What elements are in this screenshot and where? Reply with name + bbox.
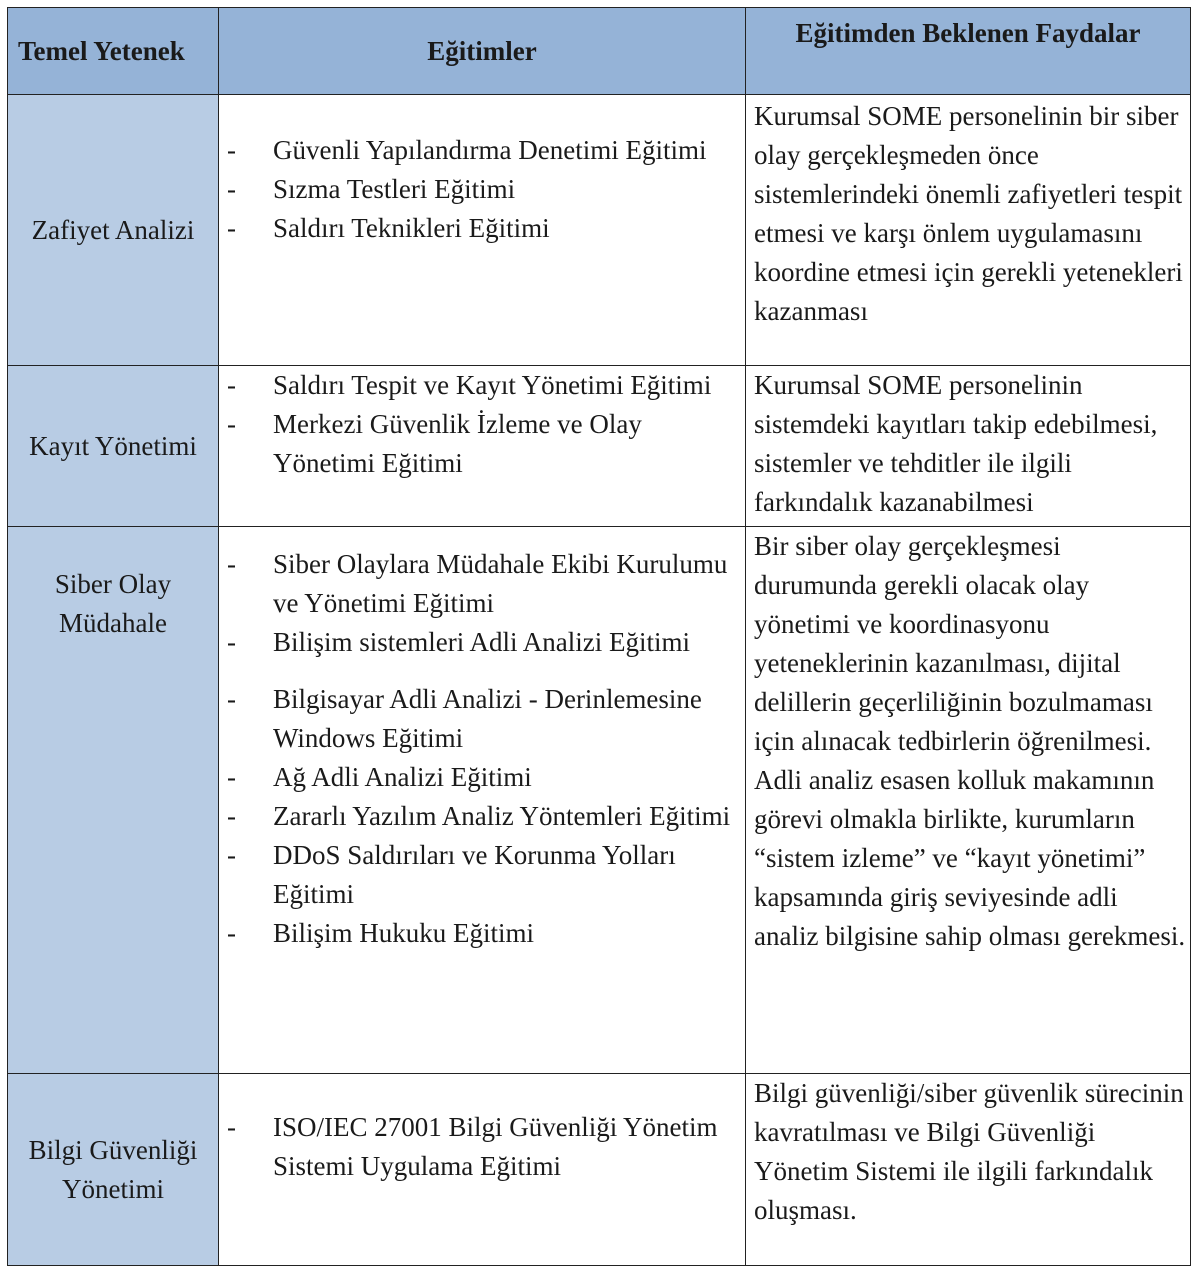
benefit-cell: Bilgi güvenliği/siber güvenlik sürecinin kavratılması ve Bilgi Güvenliği Yönetim Sistemi ile ilgili farkındalık oluşması. xyxy=(746,1074,1191,1266)
trainings-cell xyxy=(219,366,746,527)
benefit-text-extra: Adli analiz esasen kolluk makamının görevi olmakla birlikte, kurumların “sistem izleme” ve “kayıt yönetimi” kapsamında giriş seviyesinde adli analiz bilgisine sahip olması gerekmesi. xyxy=(754,765,1186,951)
header-benefits: Eğitimden Beklenen Faydalar xyxy=(746,8,1191,95)
capability-cell: Bilgi Güvenliği Yönetimi xyxy=(8,1074,219,1266)
header-trainings: Eğitimler xyxy=(219,8,746,95)
benefit-cell xyxy=(746,527,1191,1074)
training-item: - DDoS Saldırıları ve Korunma Yolları Eğitimi xyxy=(227,840,676,909)
training-item: - Ağ Adli Analizi Eğitimi xyxy=(227,762,532,792)
trainings-cell xyxy=(219,95,746,366)
trainings-cell xyxy=(219,1074,746,1266)
table-row xyxy=(8,527,1191,1074)
table-row xyxy=(8,1074,1191,1266)
capability-cell: Siber Olay Müdahale xyxy=(8,527,219,1074)
table-row xyxy=(8,366,1191,527)
training-item: - Saldırı Tespit ve Kayıt Yönetimi Eğitimi xyxy=(227,370,712,400)
training-item: - Merkezi Güvenlik İzleme ve Olay Yönetimi Eğitimi xyxy=(227,409,642,478)
header-capability: Temel Yetenek xyxy=(8,8,219,95)
benefit-text: Bir siber olay gerçekleşmesi durumunda gerekli olacak olay yönetimi ve koordinasyonu yeteneklerinin kazanılması, dijital delillerin geçerliliğinin bozulmaması için alınacak tedbirlerin öğrenilmesi. xyxy=(754,531,1153,756)
capability-cell: Kayıt Yönetimi xyxy=(8,366,219,527)
benefit-cell: Kurumsal SOME personelinin sistemdeki kayıtları takip edebilmesi, sistemler ve tehditler ile ilgili farkındalık kazanabilmesi xyxy=(746,366,1191,527)
trainings-table xyxy=(7,7,1191,1266)
capability-cell: Zafiyet Analizi xyxy=(8,95,219,366)
training-item: - Zararlı Yazılım Analiz Yöntemleri Eğitimi xyxy=(227,801,731,831)
training-item: - Siber Olaylara Müdahale Ekibi Kurulumu ve Yönetimi Eğitimi xyxy=(227,549,728,618)
training-item: - Saldırı Teknikleri Eğitimi xyxy=(227,213,550,243)
trainings-cell xyxy=(219,527,746,1074)
training-item: - Güvenli Yapılandırma Denetimi Eğitimi xyxy=(227,135,707,165)
benefit-cell: Kurumsal SOME personelinin bir siber olay gerçekleşmeden önce sistemlerindeki önemli zafiyetleri tespit etmesi ve karşı önlem uygulamasını koordine etmesi için gerekli yetenekleri kazanması xyxy=(746,95,1191,366)
header-row xyxy=(8,8,1191,95)
table-row xyxy=(8,95,1191,366)
training-item: - Bilgisayar Adli Analizi - Derinlemesine Windows Eğitimi xyxy=(227,684,702,753)
training-item: - Bilişim sistemleri Adli Analizi Eğitimi xyxy=(227,627,690,657)
training-item: - ISO/IEC 27001 Bilgi Güvenliği Yönetim Sistemi Uygulama Eğitimi xyxy=(227,1112,718,1181)
training-item: - Bilişim Hukuku Eğitimi xyxy=(227,918,535,948)
training-item: - Sızma Testleri Eğitimi xyxy=(227,174,516,204)
